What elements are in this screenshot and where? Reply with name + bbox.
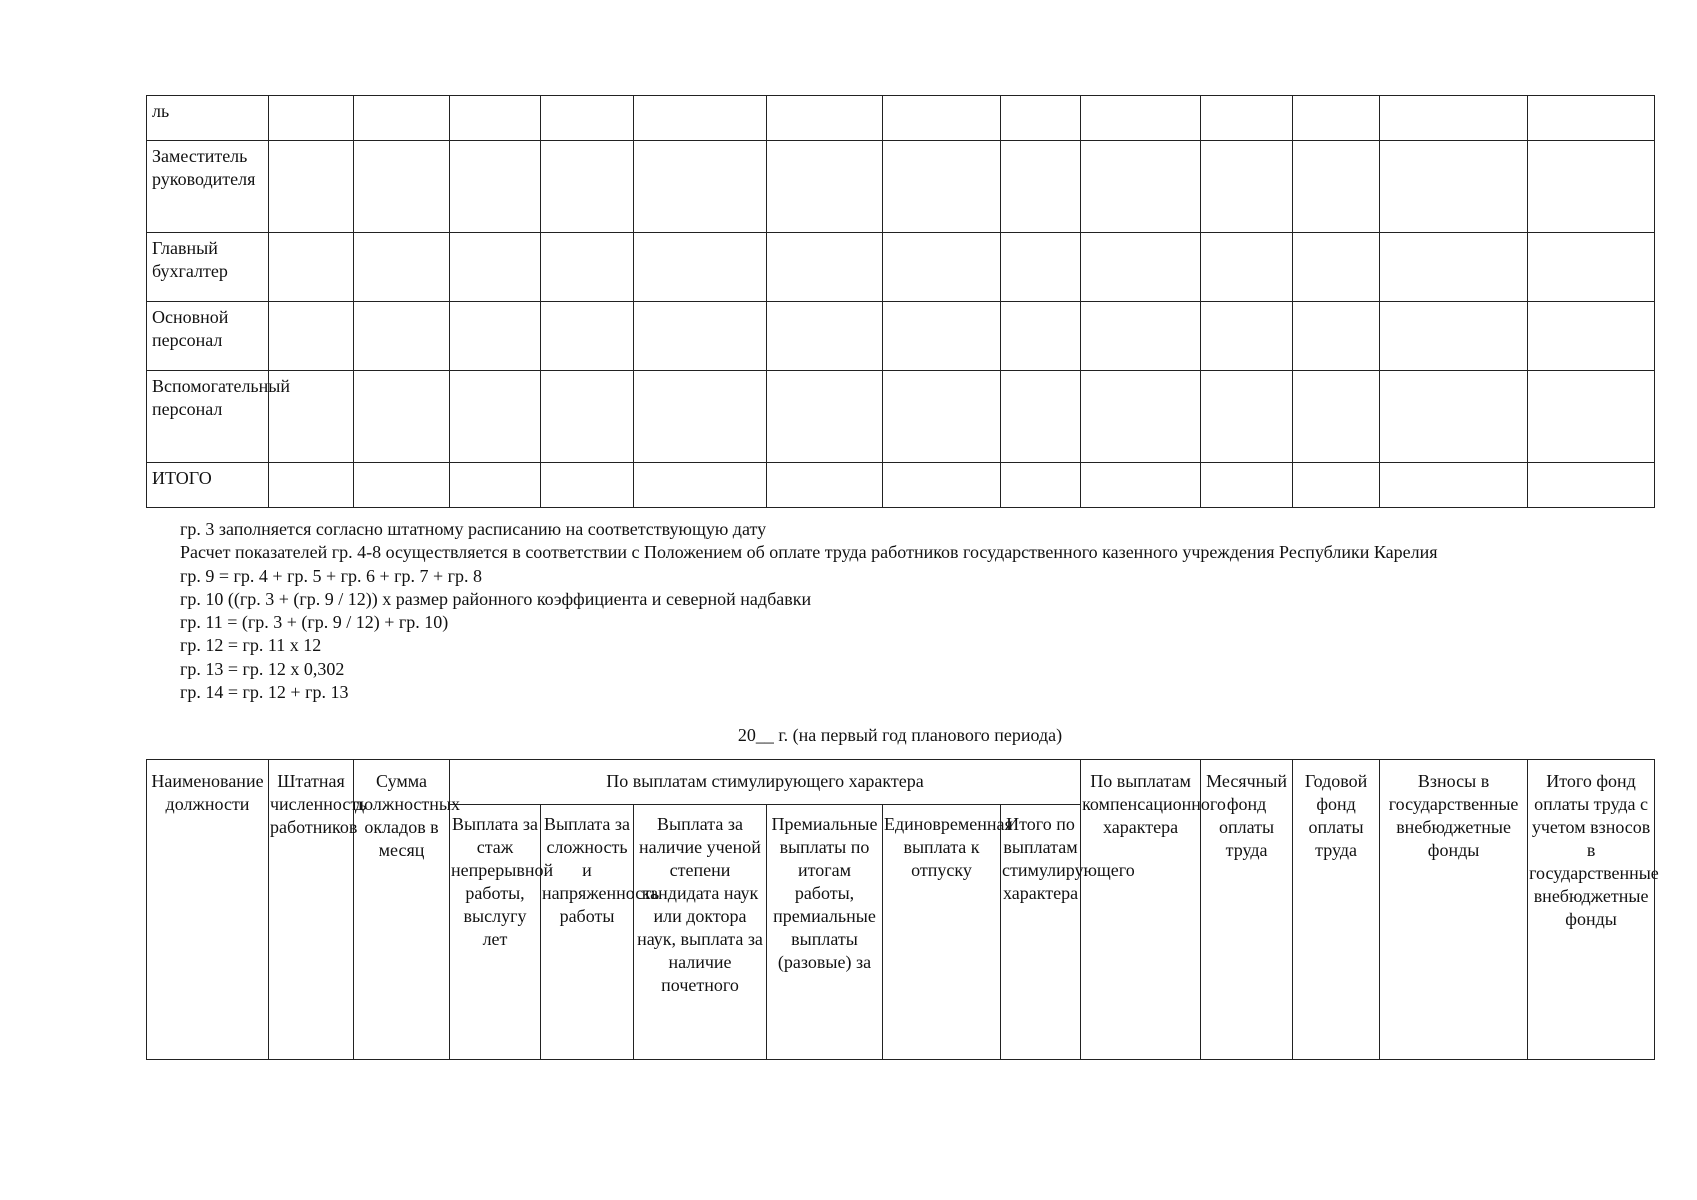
row-label: Основной персонал [147, 302, 269, 371]
table-row [147, 463, 1655, 508]
row-label-total: ИТОГО [147, 463, 269, 508]
header-monthly-fund: Месячный фонд оплаты труда [1201, 760, 1293, 1060]
header-contributions: Взносы в государственные внебюджетные фонды [1380, 760, 1528, 1060]
table-row [147, 371, 1655, 463]
header-compensation: По выплатам компенсационного характера [1081, 760, 1201, 1060]
table-row [147, 302, 1655, 371]
section-subtitle: 20__ г. (на первый год планового периода) [737, 725, 1063, 745]
row-label: ль [147, 96, 269, 141]
header-complexity-payment: Выплата за сложность и напряженность работы [541, 805, 634, 1060]
note-line: гр. 12 = гр. 11 x 12 [180, 635, 322, 656]
table-row [147, 141, 1655, 233]
note-line: гр. 14 = гр. 12 + гр. 13 [180, 682, 349, 703]
staff-payroll-table-continued [146, 95, 1655, 508]
staff-payroll-header-table [146, 759, 1659, 1060]
header-incentive-group: По выплатам стимулирующего характера [450, 760, 1081, 805]
header-total-fund: Итого фонд оплаты труда с учетом взносов в государственные внебюджетные фонды [1528, 760, 1655, 1060]
header-staff-count: Штатная численность работников [269, 760, 354, 1060]
header-degree-payment: Выплата за наличие ученой степени кандидата наук или доктора наук, выплата за наличие почетного [634, 805, 767, 1060]
header-annual-fund: Годовой фонд оплаты труда [1293, 760, 1380, 1060]
header-seniority-payment: Выплата за стаж непрерывной работы, выслугу лет [450, 805, 541, 1060]
row-label: Заместитель руководителя [147, 141, 269, 233]
note-line: гр. 10 ((гр. 3 + (гр. 9 / 12)) x размер районного коэффициента и северной надбавки [180, 588, 812, 609]
header-bonus-payment: Премиальные выплаты по итогам работы, премиальные выплаты (разовые) за [767, 805, 883, 1060]
note-line: гр. 13 = гр. 12 x 0,302 [180, 658, 345, 679]
header-position: Наименование должности [147, 760, 269, 1060]
row-label: Главный бухгалтер [147, 233, 269, 302]
row-label: Вспомогательный персонал [147, 371, 269, 463]
table-row [147, 233, 1655, 302]
note-line: гр. 9 = гр. 4 + гр. 5 + гр. 6 + гр. 7 + гр. 8 [180, 565, 483, 586]
table-row [147, 96, 1655, 141]
header-lump-sum-payment: Единовременная выплата к отпуску [883, 805, 1001, 1060]
note-line: Расчет показателей гр. 4-8 осуществляется в соответствии с Положением об оплате труда работников государственного казенного учреждения Республики Карелия [180, 542, 1438, 563]
calculation-notes [180, 518, 1438, 704]
header-salary-sum: Сумма должностных окладов в месяц [354, 760, 450, 1060]
note-line: гр. 11 = (гр. 3 + (гр. 9 / 12) + гр. 10) [180, 612, 449, 633]
header-total-incentive: Итого по выплатам стимулирующего характера [1001, 805, 1081, 1060]
note-line: гр. 3 заполняется согласно штатному расписанию на соответствующую дату [180, 519, 767, 539]
